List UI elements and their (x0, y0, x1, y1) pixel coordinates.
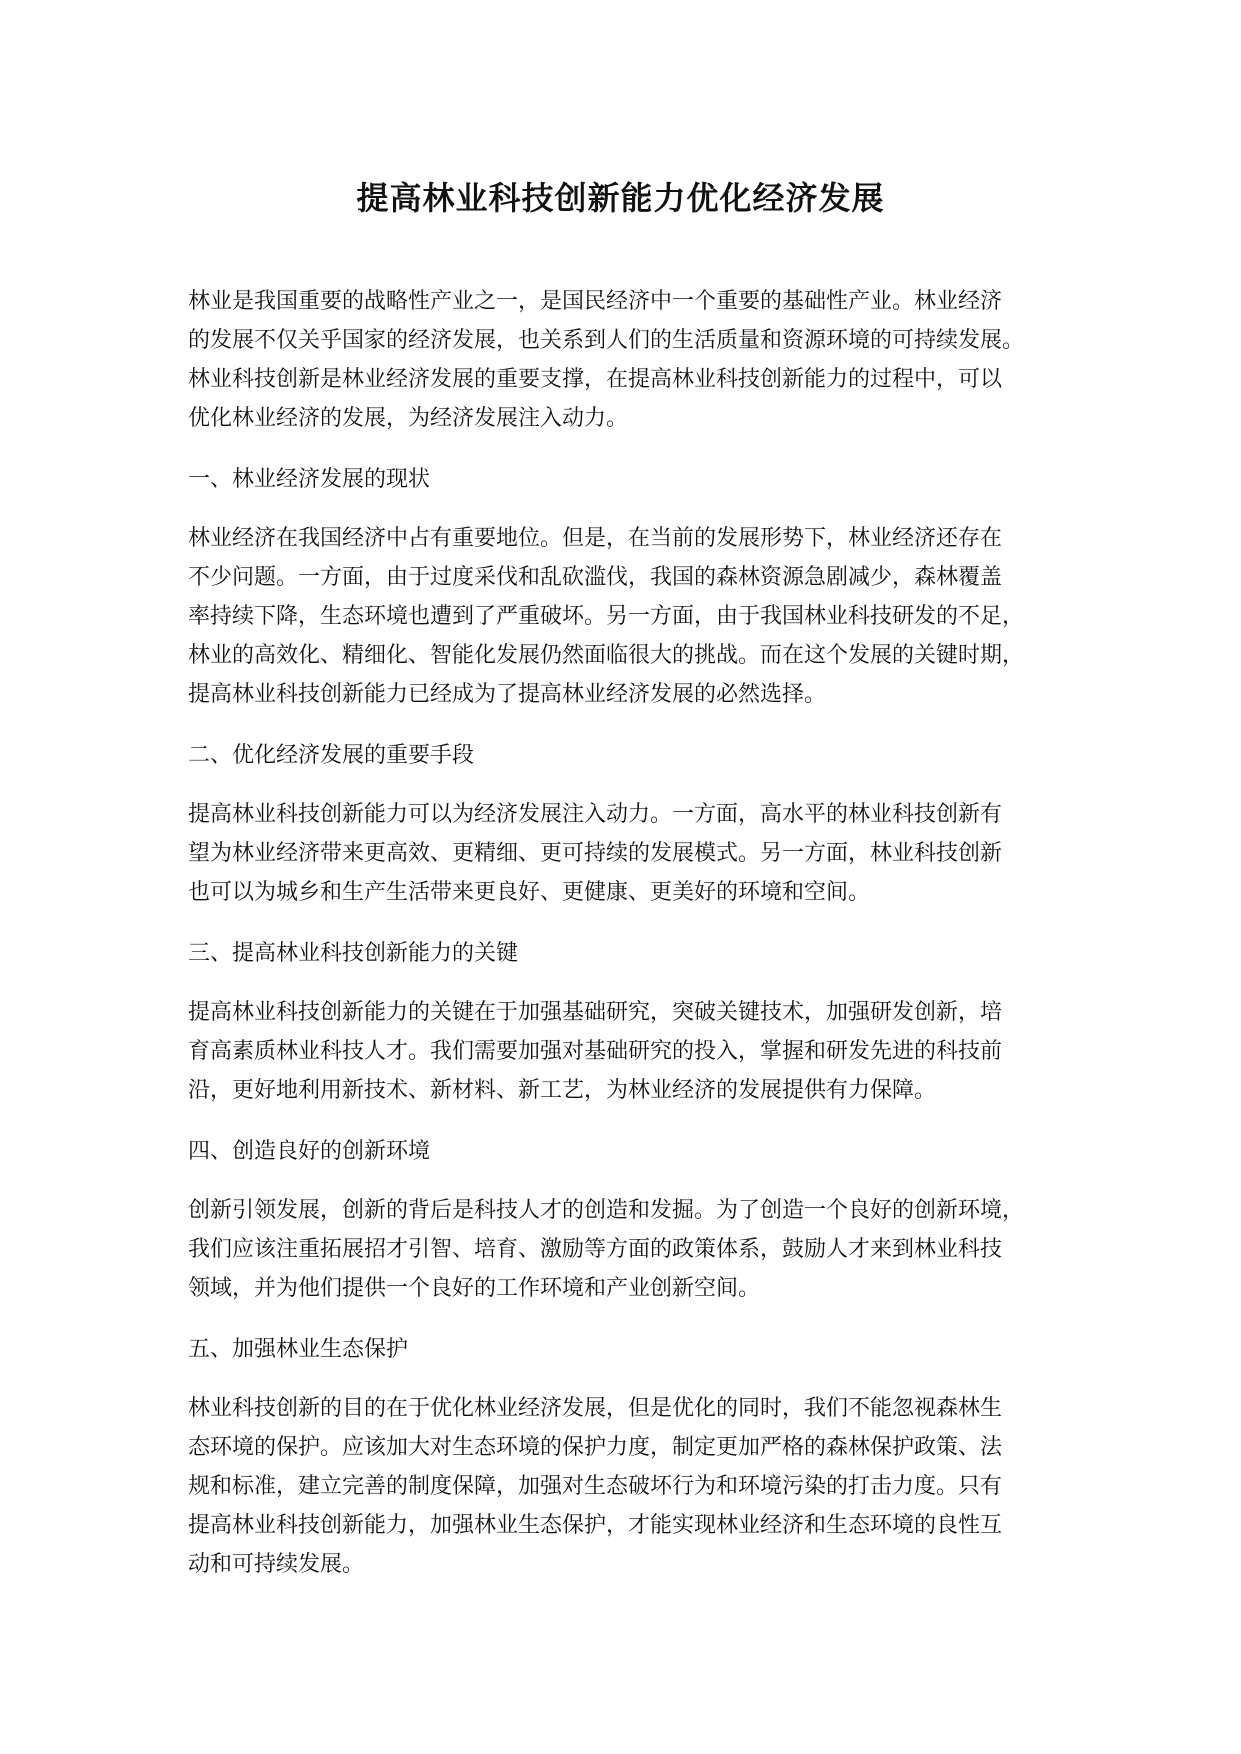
paragraph-line: 的发展不仅关乎国家的经济发展，也关系到人们的生活质量和资源环境的可持续发展。 (188, 328, 1025, 353)
section-paragraph-4 (188, 1191, 1068, 1308)
paragraph-line: 态环境的保护。应该加大对生态环境的保护力度，制定更加严格的森林保护政策、法 (188, 1435, 1003, 1460)
section-heading-2 (188, 736, 1068, 775)
paragraph-line: 也可以为城乡和生产生活带来更良好、更健康、更美好的环境和空间。 (188, 880, 871, 905)
paragraph-line: 优化林业经济的发展，为经济发展注入动力。 (188, 406, 629, 431)
section-heading-4 (188, 1132, 1068, 1171)
paragraph-line: 望为林业经济带来更高效、更精细、更可持续的发展模式。另一方面，林业科技创新 (188, 841, 1003, 866)
paragraph-line: 育高素质林业科技人才。我们需要加强对基础研究的投入，掌握和研发先进的科技前 (188, 1039, 1003, 1064)
paragraph-line: 沿，更好地利用新技术、新材料、新工艺，为林业经济的发展提供有力保障。 (188, 1078, 937, 1103)
section-heading-5 (188, 1330, 1068, 1369)
paragraph-line: 提高林业科技创新能力已经成为了提高林业经济发展的必然选择。 (188, 682, 827, 707)
paragraph-line: 我们应该注重拓展招才引智、培育、激励等方面的政策体系，鼓励人才来到林业科技 (188, 1237, 1003, 1262)
paragraph-line: 提高林业科技创新能力的关键在于加强基础研究，突破关键技术，加强研发创新，培 (188, 1000, 1003, 1025)
paragraph-line: 不少问题。一方面，由于过度采伐和乱砍滥伐，我国的森林资源急剧减少，森林覆盖 (188, 565, 1003, 590)
section-heading-text: 三、提高林业科技创新能力的关键 (188, 941, 519, 966)
paragraph-line: 提高林业科技创新能力可以为经济发展注入动力。一方面，高水平的林业科技创新有 (188, 802, 1003, 827)
intro-paragraph (188, 282, 1068, 438)
document-body (188, 282, 1068, 1606)
paragraph-line: 领域，并为他们提供一个良好的工作环境和产业创新空间。 (188, 1276, 761, 1301)
paragraph-line: 创新引领发展，创新的背后是科技人才的创造和发掘。为了创造一个良好的创新环境， (188, 1198, 1025, 1223)
section-heading-1 (188, 460, 1068, 499)
section-paragraph-2 (188, 795, 1068, 912)
section-heading-text: 一、林业经济发展的现状 (188, 467, 431, 492)
paragraph-line: 林业科技创新的目的在于优化林业经济发展，但是优化的同时，我们不能忽视森林生 (188, 1396, 1003, 1421)
paragraph-line: 提高林业科技创新能力，加强林业生态保护，才能实现林业经济和生态环境的良性互 (188, 1513, 1003, 1538)
paragraph-line: 动和可持续发展。 (188, 1552, 365, 1577)
paragraph-line: 林业是我国重要的战略性产业之一，是国民经济中一个重要的基础性产业。林业经济 (188, 289, 1003, 314)
paragraph-line: 规和标准，建立完善的制度保障，加强对生态破坏行为和环境污染的打击力度。只有 (188, 1474, 1003, 1499)
paragraph-line: 率持续下降，生态环境也遭到了严重破坏。另一方面，由于我国林业科技研发的不足， (188, 604, 1025, 629)
section-heading-text: 二、优化经济发展的重要手段 (188, 743, 475, 768)
paragraph-line: 林业的高效化、精细化、智能化发展仍然面临很大的挑战。而在这个发展的关键时期， (188, 643, 1025, 668)
section-paragraph-1 (188, 519, 1068, 714)
section-paragraph-3 (188, 993, 1068, 1110)
document-title: 提高林业科技创新能力优化经济发展 (356, 179, 885, 217)
section-paragraph-5 (188, 1389, 1068, 1584)
paragraph-line: 林业科技创新是林业经济发展的重要支撑，在提高林业科技创新能力的过程中，可以 (188, 367, 1003, 392)
section-heading-3 (188, 934, 1068, 973)
section-heading-text: 四、创造良好的创新环境 (188, 1139, 431, 1164)
paragraph-line: 林业经济在我国经济中占有重要地位。但是，在当前的发展形势下，林业经济还存在 (188, 526, 1003, 551)
section-heading-text: 五、加强林业生态保护 (188, 1337, 409, 1362)
